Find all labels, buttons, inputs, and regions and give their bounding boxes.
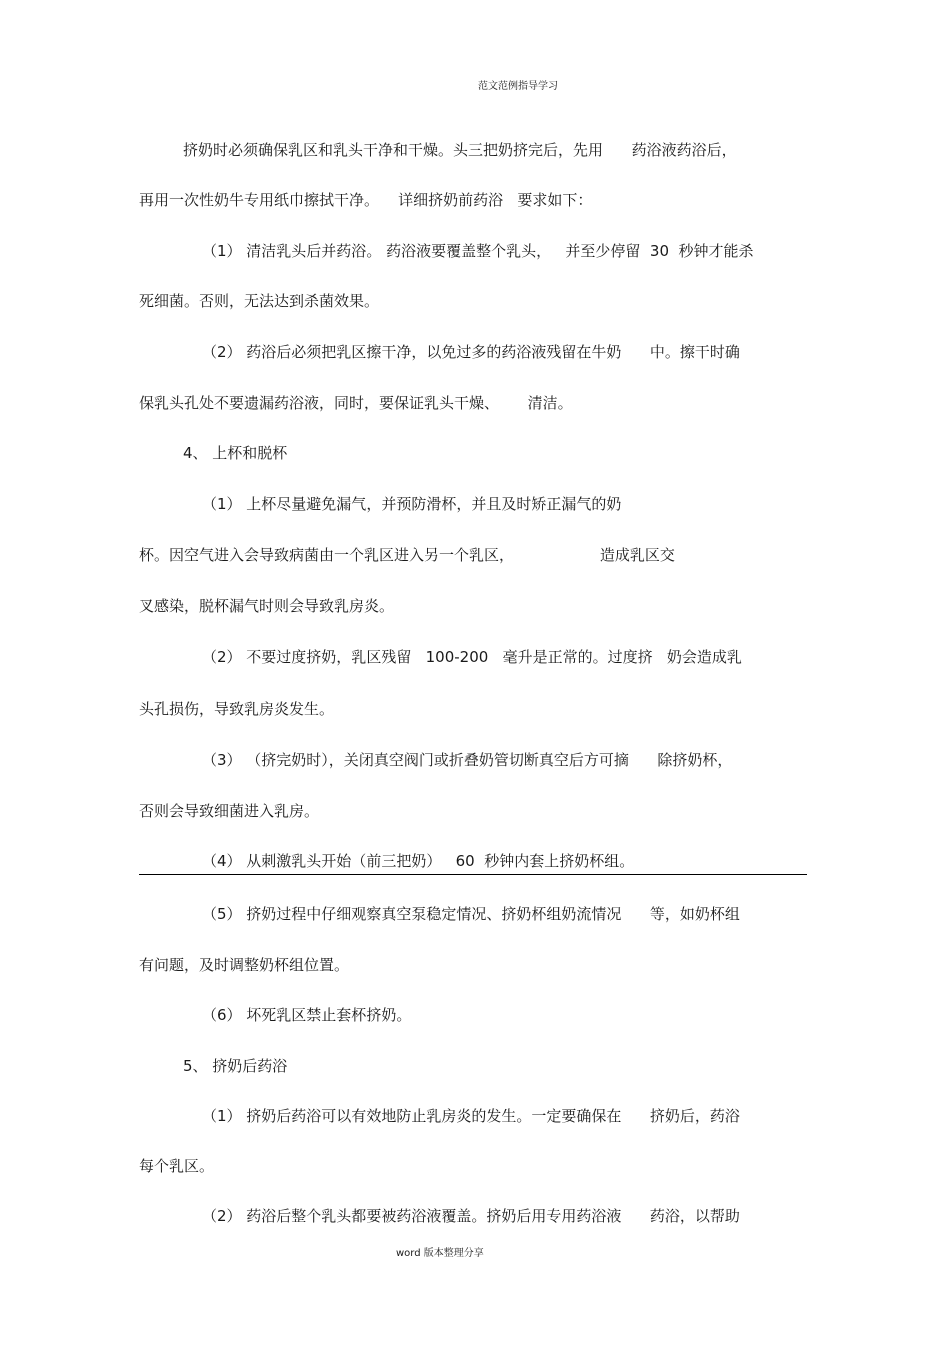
text-line: （2） 药浴后整个乳头都要被药浴液覆盖。挤奶后用专用药浴液 药浴，以帮助 [202,1207,740,1225]
text-line: 否则会导致细菌进入乳房。 [139,802,320,820]
page-header: 范文范例指导学习 [478,81,558,92]
section-heading: 4、 上杯和脱杯 [183,444,288,462]
text-line: 杯。因空气进入会导致病菌由一个乳区进入另一个乳区， 造成乳区交 [139,546,675,564]
text-line: （4） 从刺激乳头开始（前三把奶） 60 秒钟内套上挤奶杯组。 [202,852,635,870]
text-line: （6） 坏死乳区禁止套杯挤奶。 [202,1006,412,1024]
text-line: 叉感染，脱杯漏气时则会导致乳房炎。 [139,597,395,615]
text-line: （2） 不要过度挤奶，乳区残留 100-200 毫升是正常的。过度挤 奶会造成乳 [202,648,742,666]
text-line: （5） 挤奶过程中仔细观察真空泵稳定情况、挤奶杯组奶流情况 等，如奶杯组 [202,905,740,923]
text-line: 再用一次性奶牛专用纸巾擦拭干净。 详细挤奶前药浴 要求如下： [139,191,593,209]
section-heading: 5、 挤奶后药浴 [183,1057,288,1075]
text-line: 头孔损伤，导致乳房炎发生。 [139,700,335,718]
text-line: 保乳头孔处不要遗漏药浴液，同时，要保证乳头干燥、 清洁。 [139,394,573,412]
text-line: （1） 挤奶后药浴可以有效地防止乳房炎的发生。一定要确保在 挤奶后，药浴 [202,1107,740,1125]
text-line: 死细菌。否则，无法达到杀菌效果。 [139,292,380,310]
text-line: （1） 清洁乳头后并药浴。 药浴液要覆盖整个乳头， 并至少停留 30 秒钟才能杀 [202,242,754,260]
text-line: （2） 药浴后必须把乳区擦干净，以免过多的药浴液残留在牛奶 中。擦干时确 [202,343,740,361]
page-footer: word 版本整理分享 [396,1248,484,1259]
text-line: 挤奶时必须确保乳区和乳头干净和干燥。头三把奶挤完后，先用 药浴液药浴后， [183,141,737,159]
text-line: （1） 上杯尽量避免漏气，并预防滑杯，并且及时矫正漏气的奶 [202,495,622,513]
text-line: （3） （挤完奶时），关闭真空阀门或折叠奶管切断真空后方可摘 除挤奶杯， [202,751,733,769]
horizontal-divider [139,874,807,875]
text-line: 每个乳区。 [139,1157,215,1175]
text-line: 有问题，及时调整奶杯组位置。 [139,956,350,974]
